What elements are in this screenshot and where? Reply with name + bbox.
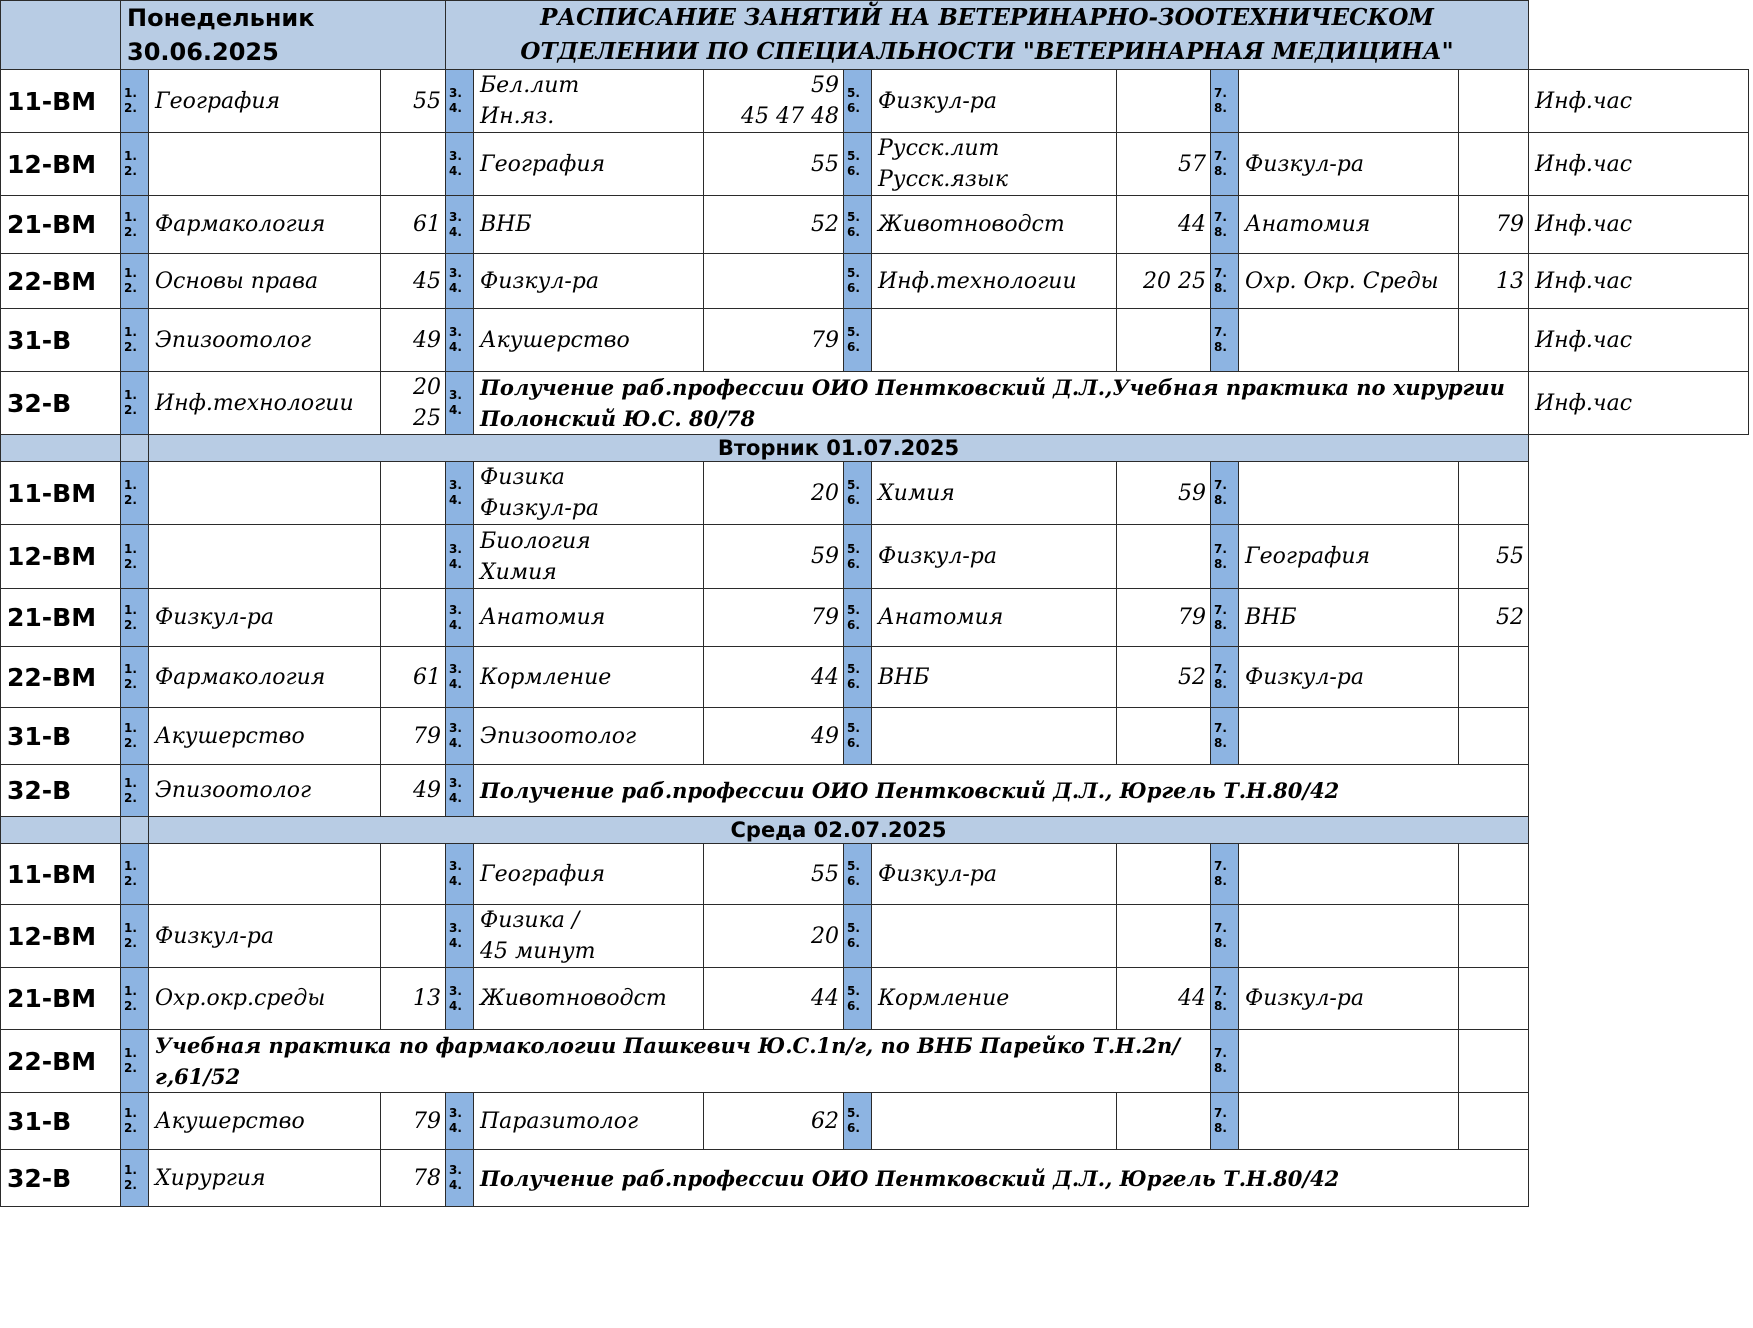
room-number: 49 bbox=[381, 765, 446, 817]
subject: Акушерство bbox=[474, 309, 704, 372]
pair-number-2: 3. 4. bbox=[446, 525, 474, 589]
room-number: 44 bbox=[1117, 968, 1211, 1030]
group-name: 21-ВМ bbox=[1, 196, 121, 254]
room-number: 45 bbox=[381, 254, 446, 309]
pair-number-3: 5. 6. bbox=[844, 844, 872, 905]
room-number bbox=[1117, 525, 1211, 589]
pair-number-3: 5. 6. bbox=[844, 968, 872, 1030]
pair-number-4: 7. 8. bbox=[1211, 1093, 1239, 1150]
group-row bbox=[1, 372, 1749, 435]
pair-number-3: 5. 6. bbox=[844, 133, 872, 196]
room-number bbox=[381, 133, 446, 196]
row-spacer bbox=[1529, 1150, 1749, 1207]
pair-number-4: 7. 8. bbox=[1211, 708, 1239, 765]
room-number bbox=[1459, 1030, 1529, 1093]
pair-number-1: 1. 2. bbox=[121, 133, 149, 196]
pair-number-3: 5. 6. bbox=[844, 905, 872, 968]
subject bbox=[149, 133, 381, 196]
practice-note: Получение раб.профессии ОИО Пентковский Д.Л., Юргель Т.Н.80/42 bbox=[474, 765, 1529, 817]
day-band-num bbox=[121, 817, 149, 844]
group-row bbox=[1, 133, 1749, 196]
row-spacer bbox=[1529, 647, 1749, 708]
subject: Животноводст bbox=[474, 968, 704, 1030]
subject bbox=[1239, 1030, 1459, 1093]
pair-number-4: 7. 8. bbox=[1211, 254, 1239, 309]
pair-number-2: 3. 4. bbox=[446, 844, 474, 905]
room-number bbox=[1459, 462, 1529, 525]
pair-number-2: 3. 4. bbox=[446, 589, 474, 647]
pair-number-2: 3. 4. bbox=[446, 1150, 474, 1207]
day-band-spacer bbox=[1529, 435, 1749, 462]
subject: Кормление bbox=[872, 968, 1117, 1030]
subject: Фармакология bbox=[149, 196, 381, 254]
group-name: 12-ВМ bbox=[1, 905, 121, 968]
group-name: 12-ВМ bbox=[1, 133, 121, 196]
pair-number-2: 3. 4. bbox=[446, 254, 474, 309]
day-band-left bbox=[1, 817, 121, 844]
subject: ВНБ bbox=[1239, 589, 1459, 647]
pair-number-1: 1. 2. bbox=[121, 708, 149, 765]
room-number bbox=[1459, 1093, 1529, 1150]
subject: Животноводст bbox=[872, 196, 1117, 254]
subject: Охр. Окр. Среды bbox=[1239, 254, 1459, 309]
pair-number-4: 7. 8. bbox=[1211, 844, 1239, 905]
pair-number-1: 1. 2. bbox=[121, 1150, 149, 1207]
pair-number-2: 3. 4. bbox=[446, 133, 474, 196]
subject bbox=[1239, 708, 1459, 765]
info-hour: Инф.час bbox=[1529, 372, 1749, 435]
subject: Русск.лит Русск.язык bbox=[872, 133, 1117, 196]
room-number: 20 bbox=[704, 462, 844, 525]
pair-number-4: 7. 8. bbox=[1211, 462, 1239, 525]
info-hour: Инф.час bbox=[1529, 254, 1749, 309]
subject: Физкул-ра bbox=[149, 905, 381, 968]
pair-number-1: 1. 2. bbox=[121, 905, 149, 968]
subject: Анатомия bbox=[1239, 196, 1459, 254]
info-hour: Инф.час bbox=[1529, 309, 1749, 372]
subject: Инф.технологии bbox=[149, 372, 381, 435]
subject bbox=[149, 844, 381, 905]
room-number: 55 bbox=[704, 133, 844, 196]
group-name: 32-В bbox=[1, 372, 121, 435]
group-name: 32-В bbox=[1, 765, 121, 817]
pair-number-2: 3. 4. bbox=[446, 905, 474, 968]
subject: Хирургия bbox=[149, 1150, 381, 1207]
pair-number-1: 1. 2. bbox=[121, 309, 149, 372]
subject bbox=[1239, 844, 1459, 905]
row-spacer bbox=[1529, 844, 1749, 905]
room-number: 78 bbox=[381, 1150, 446, 1207]
pair-number-4: 7. 8. bbox=[1211, 905, 1239, 968]
subject: Физкул-ра bbox=[1239, 133, 1459, 196]
pair-number-3: 5. 6. bbox=[844, 589, 872, 647]
pair-number-2: 3. 4. bbox=[446, 196, 474, 254]
room-number bbox=[1459, 844, 1529, 905]
pair-number-3: 5. 6. bbox=[844, 525, 872, 589]
room-number: 13 bbox=[1459, 254, 1529, 309]
subject: Кормление bbox=[474, 647, 704, 708]
subject bbox=[149, 525, 381, 589]
room-number bbox=[1459, 309, 1529, 372]
subject: Фармакология bbox=[149, 647, 381, 708]
subject: Биология Химия bbox=[474, 525, 704, 589]
subject: Эпизоотолог bbox=[149, 765, 381, 817]
pair-number-4: 7. 8. bbox=[1211, 647, 1239, 708]
room-number: 79 bbox=[1459, 196, 1529, 254]
row-spacer bbox=[1529, 968, 1749, 1030]
room-number: 57 bbox=[1117, 133, 1211, 196]
subject: География bbox=[1239, 525, 1459, 589]
room-number bbox=[1459, 647, 1529, 708]
room-number: 49 bbox=[381, 309, 446, 372]
pair-number-4: 7. 8. bbox=[1211, 309, 1239, 372]
subject bbox=[872, 905, 1117, 968]
room-number bbox=[1117, 708, 1211, 765]
subject: Физкул-ра bbox=[872, 525, 1117, 589]
pair-number-4: 7. 8. bbox=[1211, 196, 1239, 254]
group-name: 22-ВМ bbox=[1, 647, 121, 708]
group-name: 21-ВМ bbox=[1, 968, 121, 1030]
room-number bbox=[381, 462, 446, 525]
subject bbox=[872, 708, 1117, 765]
row-spacer bbox=[1529, 589, 1749, 647]
pair-number-2: 3. 4. bbox=[446, 462, 474, 525]
header-corner-cell bbox=[1, 1, 121, 70]
subject: Основы права bbox=[149, 254, 381, 309]
subject bbox=[872, 1093, 1117, 1150]
pair-number-2: 3. 4. bbox=[446, 647, 474, 708]
row-spacer bbox=[1529, 1093, 1749, 1150]
info-hour: Инф.час bbox=[1529, 196, 1749, 254]
group-name: 32-В bbox=[1, 1150, 121, 1207]
info-hour: Инф.час bbox=[1529, 70, 1749, 133]
subject: Химия bbox=[872, 462, 1117, 525]
group-name: 31-В bbox=[1, 708, 121, 765]
schedule-title-line1: РАСПИСАНИЕ ЗАНЯТИЙ НА ВЕТЕРИНАРНО-ЗООТЕХНИЧЕСКОМ bbox=[540, 4, 1434, 31]
subject: Акушерство bbox=[149, 1093, 381, 1150]
subject: Физкул-ра bbox=[1239, 968, 1459, 1030]
subject: География bbox=[149, 70, 381, 133]
day-label: Вторник 01.07.2025 bbox=[149, 435, 1529, 462]
room-number bbox=[1459, 133, 1529, 196]
group-row bbox=[1, 309, 1749, 372]
room-number: 20 bbox=[704, 905, 844, 968]
room-number: 61 bbox=[381, 647, 446, 708]
subject bbox=[149, 462, 381, 525]
group-name: 11-ВМ bbox=[1, 70, 121, 133]
pair-number-4: 7. 8. bbox=[1211, 70, 1239, 133]
group-row bbox=[1, 196, 1749, 254]
row-spacer bbox=[1529, 708, 1749, 765]
group-name: 22-ВМ bbox=[1, 254, 121, 309]
row-spacer bbox=[1529, 1030, 1749, 1093]
subject: Физкул-ра bbox=[872, 70, 1117, 133]
room-number: 44 bbox=[704, 968, 844, 1030]
pair-number-2: 3. 4. bbox=[446, 968, 474, 1030]
subject: Инф.технологии bbox=[872, 254, 1117, 309]
room-number: 79 bbox=[704, 589, 844, 647]
header-spacer bbox=[1529, 1, 1749, 70]
group-row bbox=[1, 765, 1749, 817]
subject: Эпизоотолог bbox=[474, 708, 704, 765]
day-band-spacer bbox=[1529, 817, 1749, 844]
subject: Физика / 45 минут bbox=[474, 905, 704, 968]
room-number bbox=[381, 905, 446, 968]
pair-number-3: 5. 6. bbox=[844, 1093, 872, 1150]
group-row bbox=[1, 525, 1749, 589]
group-row bbox=[1, 708, 1749, 765]
day-band-num bbox=[121, 435, 149, 462]
pair-number-3: 5. 6. bbox=[844, 647, 872, 708]
practice-note: Получение раб.профессии ОИО Пентковский Д.Л., Юргель Т.Н.80/42 bbox=[474, 1150, 1529, 1207]
group-name: 31-В bbox=[1, 309, 121, 372]
pair-number-2: 3. 4. bbox=[446, 1093, 474, 1150]
subject: Бел.лит Ин.яз. bbox=[474, 70, 704, 133]
subject bbox=[1239, 70, 1459, 133]
room-number bbox=[1117, 1093, 1211, 1150]
room-number bbox=[1459, 708, 1529, 765]
header-date: 30.06.2025 bbox=[127, 38, 279, 66]
room-number: 49 bbox=[704, 708, 844, 765]
group-name: 22-ВМ bbox=[1, 1030, 121, 1093]
room-number: 61 bbox=[381, 196, 446, 254]
pair-number-1: 1. 2. bbox=[121, 525, 149, 589]
practice-note: Получение раб.профессии ОИО Пентковский Д.Л.,Учебная практика по хирургии Полонский Ю.С. 80/78 bbox=[474, 372, 1529, 435]
room-number bbox=[1459, 70, 1529, 133]
room-number: 79 bbox=[381, 1093, 446, 1150]
day-band-row bbox=[1, 817, 1749, 844]
room-number bbox=[381, 589, 446, 647]
group-row bbox=[1, 844, 1749, 905]
room-number: 52 bbox=[1117, 647, 1211, 708]
pair-number-3: 5. 6. bbox=[844, 462, 872, 525]
subject: Охр.окр.среды bbox=[149, 968, 381, 1030]
pair-number-1: 1. 2. bbox=[121, 254, 149, 309]
room-number: 79 bbox=[1117, 589, 1211, 647]
pair-number-1: 1. 2. bbox=[121, 589, 149, 647]
schedule-title-line2: ОТДЕЛЕНИИ ПО СПЕЦИАЛЬНОСТИ "ВЕТЕРИНАРНАЯ МЕДИЦИНА" bbox=[520, 38, 1454, 65]
day-band-row bbox=[1, 435, 1749, 462]
group-row bbox=[1, 647, 1749, 708]
header-row bbox=[1, 1, 1749, 70]
pair-number-2: 3. 4. bbox=[446, 372, 474, 435]
pair-number-1: 1. 2. bbox=[121, 1093, 149, 1150]
room-number: 59 bbox=[704, 525, 844, 589]
subject bbox=[1239, 462, 1459, 525]
pair-number-3: 5. 6. bbox=[844, 708, 872, 765]
pair-number-1: 1. 2. bbox=[121, 462, 149, 525]
group-row bbox=[1, 462, 1749, 525]
subject: Анатомия bbox=[872, 589, 1117, 647]
header-day-label: Понедельник bbox=[127, 4, 315, 32]
pair-number-2: 3. 4. bbox=[446, 70, 474, 133]
group-name: 12-ВМ bbox=[1, 525, 121, 589]
group-row bbox=[1, 1150, 1749, 1207]
row-spacer bbox=[1529, 462, 1749, 525]
room-number: 44 bbox=[704, 647, 844, 708]
schedule-title bbox=[446, 1, 1529, 70]
pair-number-2: 3. 4. bbox=[446, 708, 474, 765]
room-number: 52 bbox=[1459, 589, 1529, 647]
room-number: 13 bbox=[381, 968, 446, 1030]
room-number: 44 bbox=[1117, 196, 1211, 254]
subject bbox=[1239, 905, 1459, 968]
subject bbox=[1239, 309, 1459, 372]
group-row bbox=[1, 254, 1749, 309]
group-name: 11-ВМ bbox=[1, 462, 121, 525]
header-day-cell bbox=[121, 1, 446, 70]
room-number: 62 bbox=[704, 1093, 844, 1150]
subject: Физкул-ра bbox=[474, 254, 704, 309]
subject: География bbox=[474, 844, 704, 905]
room-number bbox=[1459, 968, 1529, 1030]
room-number: 59 bbox=[1117, 462, 1211, 525]
subject: География bbox=[474, 133, 704, 196]
pair-number-1: 1. 2. bbox=[121, 765, 149, 817]
subject bbox=[1239, 1093, 1459, 1150]
group-row bbox=[1, 1030, 1749, 1093]
pair-number-1: 1. 2. bbox=[121, 968, 149, 1030]
room-number bbox=[1459, 905, 1529, 968]
room-number: 55 bbox=[381, 70, 446, 133]
pair-number-3: 5. 6. bbox=[844, 70, 872, 133]
pair-number-1: 1. 2. bbox=[121, 844, 149, 905]
pair-number-4: 7. 8. bbox=[1211, 525, 1239, 589]
room-number: 52 bbox=[704, 196, 844, 254]
room-number: 79 bbox=[381, 708, 446, 765]
room-number: 20 25 bbox=[1117, 254, 1211, 309]
pair-number-4: 7. 8. bbox=[1211, 1030, 1239, 1093]
subject: Физкул-ра bbox=[872, 844, 1117, 905]
group-name: 11-ВМ bbox=[1, 844, 121, 905]
row-spacer bbox=[1529, 525, 1749, 589]
group-row bbox=[1, 70, 1749, 133]
room-number: 59 45 47 48 bbox=[704, 70, 844, 133]
room-number bbox=[704, 254, 844, 309]
pair-number-3: 5. 6. bbox=[844, 254, 872, 309]
pair-number-1: 1. 2. bbox=[121, 647, 149, 708]
room-number: 55 bbox=[1459, 525, 1529, 589]
subject: ВНБ bbox=[872, 647, 1117, 708]
pair-number-2: 3. 4. bbox=[446, 765, 474, 817]
room-number: 20 25 bbox=[381, 372, 446, 435]
subject bbox=[872, 309, 1117, 372]
row-spacer bbox=[1529, 765, 1749, 817]
subject: Физика Физкул-ра bbox=[474, 462, 704, 525]
pair-number-1: 1. 2. bbox=[121, 70, 149, 133]
day-label: Среда 02.07.2025 bbox=[149, 817, 1529, 844]
practice-note: Учебная практика по фармакологии Пашкевич Ю.С.1п/г, по ВНБ Парейко Т.Н.2п/г,61/52 bbox=[149, 1030, 1211, 1093]
group-row bbox=[1, 968, 1749, 1030]
group-row bbox=[1, 905, 1749, 968]
subject: Физкул-ра bbox=[149, 589, 381, 647]
room-number bbox=[381, 525, 446, 589]
subject: ВНБ bbox=[474, 196, 704, 254]
subject: Паразитолог bbox=[474, 1093, 704, 1150]
group-name: 31-В bbox=[1, 1093, 121, 1150]
pair-number-2: 3. 4. bbox=[446, 309, 474, 372]
group-name: 21-ВМ bbox=[1, 589, 121, 647]
row-spacer bbox=[1529, 905, 1749, 968]
group-row bbox=[1, 1093, 1749, 1150]
pair-number-4: 7. 8. bbox=[1211, 133, 1239, 196]
pair-number-4: 7. 8. bbox=[1211, 589, 1239, 647]
pair-number-1: 1. 2. bbox=[121, 1030, 149, 1093]
pair-number-1: 1. 2. bbox=[121, 196, 149, 254]
subject: Акушерство bbox=[149, 708, 381, 765]
room-number bbox=[1117, 70, 1211, 133]
pair-number-3: 5. 6. bbox=[844, 196, 872, 254]
pair-number-4: 7. 8. bbox=[1211, 968, 1239, 1030]
day-band-left bbox=[1, 435, 121, 462]
room-number: 79 bbox=[704, 309, 844, 372]
subject: Эпизоотолог bbox=[149, 309, 381, 372]
room-number bbox=[1117, 905, 1211, 968]
subject: Физкул-ра bbox=[1239, 647, 1459, 708]
pair-number-3: 5. 6. bbox=[844, 309, 872, 372]
info-hour: Инф.час bbox=[1529, 133, 1749, 196]
room-number bbox=[1117, 844, 1211, 905]
pair-number-1: 1. 2. bbox=[121, 372, 149, 435]
subject: Анатомия bbox=[474, 589, 704, 647]
group-row bbox=[1, 589, 1749, 647]
room-number: 55 bbox=[704, 844, 844, 905]
room-number bbox=[1117, 309, 1211, 372]
room-number bbox=[381, 844, 446, 905]
